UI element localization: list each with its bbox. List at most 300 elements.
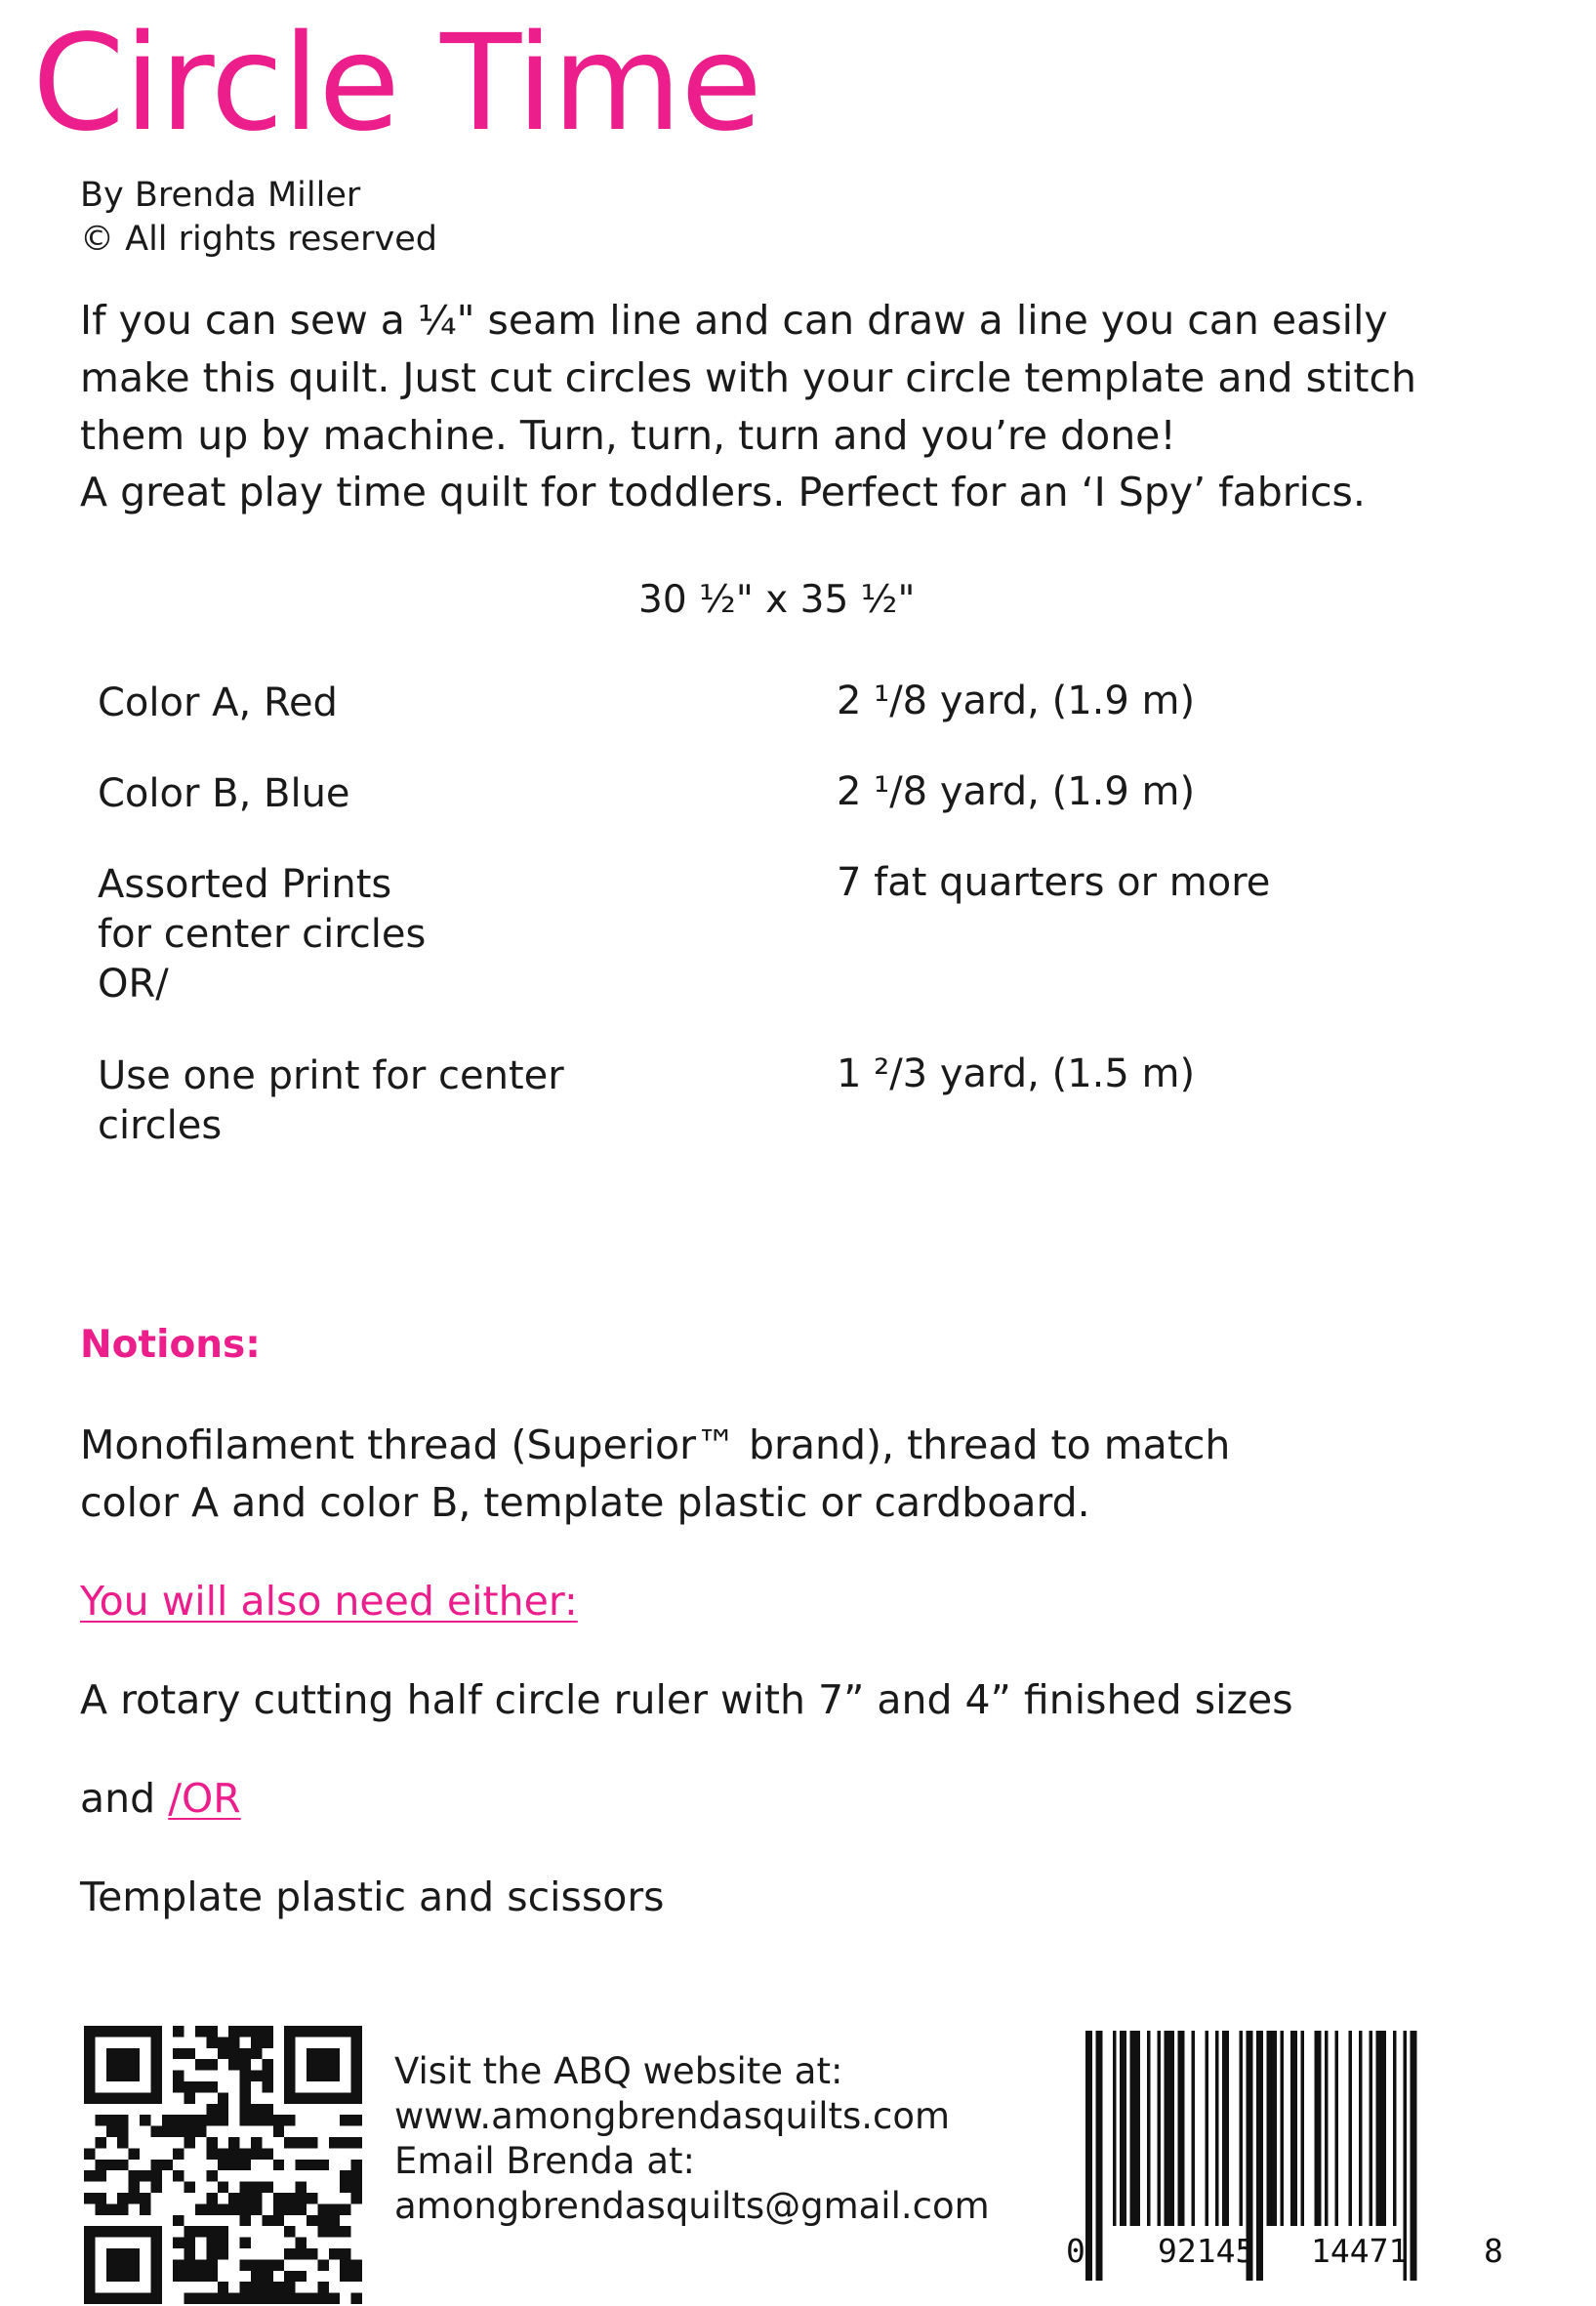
qr-module [173,2148,184,2159]
qr-module [240,2148,251,2159]
qr-module [117,2226,128,2237]
barcode-bar [1349,2031,1353,2226]
qr-module [84,2026,95,2037]
qr-module [240,2215,251,2226]
qr-module [206,2148,217,2159]
qr-module [251,2293,262,2304]
qr-module [117,2126,128,2137]
barcode-bar [1393,2031,1397,2226]
qr-module [351,2182,362,2193]
qr-module [173,2115,184,2125]
qr-module [195,2226,206,2237]
qr-module [150,2259,161,2270]
qr-module [173,2081,184,2092]
barcode-check-digit: 8 [1484,2232,1503,2270]
qr-module [84,2238,95,2248]
qr-module [206,2271,217,2282]
qr-module [351,2293,362,2304]
qr-module [173,2126,184,2137]
footer-email-label: Email Brenda at: [394,2140,695,2182]
qr-module [84,2282,95,2292]
barcode-bar [1120,2031,1126,2226]
qr-module [184,2048,195,2059]
qr-module [150,2026,161,2037]
qr-module [95,2026,105,2037]
qr-module [95,2137,105,2148]
barcode-bar [1215,2031,1219,2226]
material-name-line: circles [98,1103,223,1148]
qr-module [351,2137,362,2148]
qr-module [262,2081,272,2092]
qr-module [307,2215,317,2226]
qr-module [184,2081,195,2092]
qr-module [228,2037,239,2047]
barcode-bar [1178,2031,1185,2226]
qr-module [129,2092,140,2103]
qr-module [218,2238,228,2248]
qr-module [340,2271,350,2282]
material-name [98,860,426,1009]
qr-module [84,2248,95,2259]
qr-module [150,2182,161,2193]
qr-module [218,2182,228,2193]
qr-module [195,2271,206,2282]
qr-module [140,2092,150,2103]
barcode-left-group: 92145 [1158,2232,1255,2270]
qr-module [173,2170,184,2181]
qr-module [106,2115,117,2125]
barcode-bar [1315,2031,1322,2226]
qr-module [129,2293,140,2304]
qr-module [307,2293,317,2304]
barcode-lead-digit: 0 [1066,2232,1085,2270]
qr-module [84,2259,95,2270]
qr-module [317,2048,328,2059]
qr-module [351,2026,362,2037]
qr-module [317,2059,328,2070]
qr-module [296,2248,307,2259]
qr-module [329,2059,340,2070]
qr-module [184,2137,195,2148]
qr-module [340,2259,350,2270]
qr-module [95,2203,105,2214]
barcode-bar [1256,2031,1263,2281]
qr-module [129,2026,140,2037]
qr-module [150,2271,161,2282]
qr-module [262,2059,272,2070]
qr-module [273,2259,284,2270]
material-name-line: Color A, Red [98,680,338,725]
qr-module [251,2071,262,2081]
barcode-bar [1376,2031,1387,2226]
qr-module [296,2026,307,2037]
qr-module [296,2182,307,2193]
qr-module [117,2248,128,2259]
qr-module [106,2048,117,2059]
qr-module [273,2215,284,2226]
barcode-bar [1192,2031,1196,2226]
qr-module [117,2193,128,2203]
qr-module [251,2026,262,2037]
qr-module [240,2160,251,2170]
qr-module [307,2137,317,2148]
qr-module [307,2059,317,2070]
qr-module [340,2092,350,2103]
qr-module [273,2160,284,2170]
qr-module [329,2293,340,2304]
qr-module [273,2126,284,2137]
qr-module [228,2026,239,2037]
qr-module [106,2059,117,2070]
qr-module [284,2226,295,2237]
qr-module [307,2160,317,2170]
qr-module [206,2293,217,2304]
notions-heading: Notions: [80,1323,261,1367]
qr-module [173,2259,184,2270]
qr-module [106,2259,117,2270]
qr-module [195,2126,206,2137]
qr-module [262,2037,272,2047]
qr-module [240,2081,251,2092]
qr-module [84,2193,95,2203]
qr-module [273,2115,284,2125]
qr-module [106,2203,117,2214]
qr-module [240,2071,251,2081]
qr-module [273,2203,284,2214]
qr-module [140,2115,150,2125]
qr-module [262,2271,272,2282]
qr-module [184,2259,195,2270]
qr-module [129,2071,140,2081]
qr-module [351,2259,362,2270]
barcode-bar [1165,2031,1175,2226]
qr-module [284,2081,295,2092]
qr-module [106,2293,117,2304]
qr-module [351,2193,362,2203]
notions-line-1: Monofilament thread (Superior™ brand), thread to match [80,1421,1231,1468]
qr-module [195,2059,206,2070]
or-link[interactable]: /OR [168,1775,241,1822]
qr-module [206,2259,217,2270]
qr-module [351,2081,362,2092]
qr-module [95,2293,105,2304]
qr-module [84,2293,95,2304]
qr-module [117,2271,128,2282]
qr-module [162,2115,173,2125]
qr-module [206,2081,217,2092]
qr-module [173,2215,184,2226]
footer-website[interactable]: www.amongbrendasquilts.com [394,2095,951,2137]
qr-module [251,2271,262,2282]
qr-module [173,2271,184,2282]
qr-module [240,2092,251,2103]
qr-module [228,2193,239,2203]
qr-module [218,2282,228,2292]
qr-module [240,2203,251,2214]
intro-line-3: them up by machine. Turn, turn, turn and you’re done! [80,412,1176,459]
qr-module [162,2160,173,2170]
qr-module [129,2182,140,2193]
barcode-right-group: 14471 [1311,2232,1409,2270]
qr-module [117,2259,128,2270]
material-name [98,679,338,728]
qr-module [317,2293,328,2304]
qr-module [84,2148,95,2159]
qr-module [184,2226,195,2237]
qr-module [218,2203,228,2214]
qr-module [296,2203,307,2214]
qr-module [218,2048,228,2059]
qr-module [262,2104,272,2115]
qr-module [317,2282,328,2292]
qr-module [262,2215,272,2226]
qr-module [284,2071,295,2081]
qr-module [195,2259,206,2270]
barcode-bar [1130,2031,1141,2226]
qr-module [251,2104,262,2115]
qr-module [206,2137,217,2148]
qr-module [106,2160,117,2170]
qr-module [262,2115,272,2125]
qr-module [307,2092,317,2103]
qr-module [317,2071,328,2081]
qr-module [329,2137,340,2148]
qr-module [317,2203,328,2214]
qr-module [296,2160,307,2170]
qr-module [296,2238,307,2248]
material-qty: 1 ²/3 yard, (1.5 m) [837,1051,1196,1096]
qr-module [184,2238,195,2248]
qr-module [228,2160,239,2170]
qr-module [218,2115,228,2125]
qr-module [262,2293,272,2304]
material-qty: 2 ¹/8 yard, (1.9 m) [837,769,1196,814]
page-title: Circle Time [32,7,761,161]
qr-module [351,2037,362,2047]
qr-module [117,2026,128,2037]
also-need-link[interactable]: You will also need either: [80,1578,578,1625]
qr-module [340,2182,350,2193]
qr-module [117,2203,128,2214]
qr-module [218,2248,228,2259]
qr-module [228,2203,239,2214]
qr-module [251,2259,262,2270]
qr-module [140,2026,150,2037]
qr-module [284,2293,295,2304]
qr-module [228,2137,239,2148]
qr-module [195,2026,206,2037]
qr-module [284,2059,295,2070]
qr-module [140,2226,150,2237]
qr-module [228,2048,239,2059]
qr-module [173,2048,184,2059]
qr-module [150,2238,161,2248]
qr-module [284,2137,295,2148]
qr-module [329,2203,340,2214]
qr-module [228,2148,239,2159]
qr-module [251,2137,262,2148]
qr-module [307,2248,317,2259]
qr-module [106,2026,117,2037]
qr-module [251,2203,262,2214]
qr-module [84,2037,95,2047]
qr-module [150,2293,161,2304]
finished-size: 30 ½" x 35 ½" [638,578,916,622]
barcode-bar [1206,2031,1209,2226]
qr-module [173,2026,184,2037]
qr-module [150,2059,161,2070]
qr-module [329,2071,340,2081]
qr-module [117,2115,128,2125]
barcode-bar [1085,2031,1092,2281]
option-ruler: A rotary cutting half circle ruler with 7” and 4” finished sizes [80,1676,1293,1723]
qr-module [340,2026,350,2037]
qr-module [184,2092,195,2103]
qr-module [206,2037,217,2047]
qr-module [240,2048,251,2059]
copyright-line: © All rights reserved [80,220,438,259]
qr-module [195,2293,206,2304]
qr-module [284,2037,295,2047]
qr-module [129,2248,140,2259]
qr-module [117,2048,128,2059]
qr-module [284,2026,295,2037]
qr-module [117,2160,128,2170]
qr-module [284,2092,295,2103]
qr-module [206,2170,217,2181]
qr-module [284,2193,295,2203]
qr-module [106,2226,117,2237]
qr-module [150,2071,161,2081]
qr-module [84,2081,95,2092]
material-name-line: Assorted Prints [98,862,392,907]
qr-module [84,2048,95,2059]
qr-module [218,2226,228,2237]
barcode-icon [1066,2031,1515,2281]
qr-module [251,2148,262,2159]
material-qty: 7 fat quarters or more [837,860,1271,905]
footer-email[interactable]: amongbrendasquilts@gmail.com [394,2185,990,2227]
qr-module [317,2026,328,2037]
barcode-bar [1359,2031,1363,2226]
qr-module [340,2203,350,2214]
qr-module [273,2282,284,2292]
qr-module [129,2148,140,2159]
qr-module [195,2203,206,2214]
qr-module [206,2238,217,2248]
qr-module [240,2238,251,2248]
qr-module [240,2115,251,2125]
qr-module [218,2104,228,2115]
qr-module [251,2193,262,2203]
qr-module [351,2071,362,2081]
qr-module [284,2048,295,2059]
qr-module [150,2160,161,2170]
qr-module [117,2071,128,2081]
qr-module [106,2248,117,2259]
qr-module [184,2248,195,2259]
qr-module [329,2048,340,2059]
qr-module [84,2170,95,2181]
notions-line-2: color A and color B, template plastic or cardboard. [80,1479,1090,1526]
qr-module [95,2193,105,2203]
qr-module [150,2092,161,2103]
qr-module [262,2182,272,2193]
barcode-bar [1290,2031,1297,2226]
qr-module [184,2293,195,2304]
qr-module [218,2148,228,2159]
qr-module [140,2293,150,2304]
material-name-line: OR/ [98,962,169,1007]
qr-module [106,2271,117,2282]
qr-module [150,2282,161,2292]
qr-module [218,2293,228,2304]
material-name [98,769,350,819]
qr-module [84,2226,95,2237]
qr-module [129,2048,140,2059]
qr-module [307,2026,317,2037]
qr-module [340,2115,350,2125]
qr-module [140,2193,150,2203]
qr-module [240,2059,251,2070]
qr-module [340,2248,350,2259]
qr-module [329,2226,340,2237]
qr-code-icon[interactable] [84,2026,362,2304]
qr-module [129,2259,140,2270]
qr-module [351,2092,362,2103]
qr-module [95,2226,105,2237]
qr-module [262,2148,272,2159]
qr-module [307,2048,317,2059]
qr-module [129,2059,140,2070]
qr-module [284,2115,295,2125]
qr-module [251,2115,262,2125]
qr-module [129,2226,140,2237]
qr-module [206,2193,217,2203]
qr-module [240,2259,251,2270]
qr-module [206,2104,217,2115]
qr-module [262,2026,272,2037]
barcode-bar [1281,2031,1285,2226]
qr-module [284,2203,295,2214]
barcode-bar [1301,2031,1305,2226]
qr-module [273,2193,284,2203]
qr-module [150,2081,161,2092]
qr-module [296,2271,307,2282]
qr-module [84,2271,95,2282]
qr-module [240,2026,251,2037]
qr-module [218,2160,228,2170]
qr-module [240,2104,251,2115]
qr-module [251,2037,262,2047]
qr-module [150,2048,161,2059]
qr-module [296,2193,307,2203]
qr-module [317,2226,328,2237]
qr-module [351,2115,362,2125]
option-template: Template plastic and scissors [80,1874,665,1920]
intro-line-1: If you can sew a ¼" seam line and can draw a line you can easily [80,297,1388,344]
qr-module [340,2137,350,2148]
qr-module [240,2182,251,2193]
qr-module [184,2126,195,2137]
intro-line-4: A great play time quilt for toddlers. Perfect for an ‘I Spy’ fabrics. [80,469,1366,515]
barcode-bar [1370,2031,1373,2226]
qr-module [150,2248,161,2259]
qr-module [262,2071,272,2081]
qr-module [351,2170,362,2181]
material-name-line: Use one print for center [98,1053,564,1098]
qr-module [240,2193,251,2203]
